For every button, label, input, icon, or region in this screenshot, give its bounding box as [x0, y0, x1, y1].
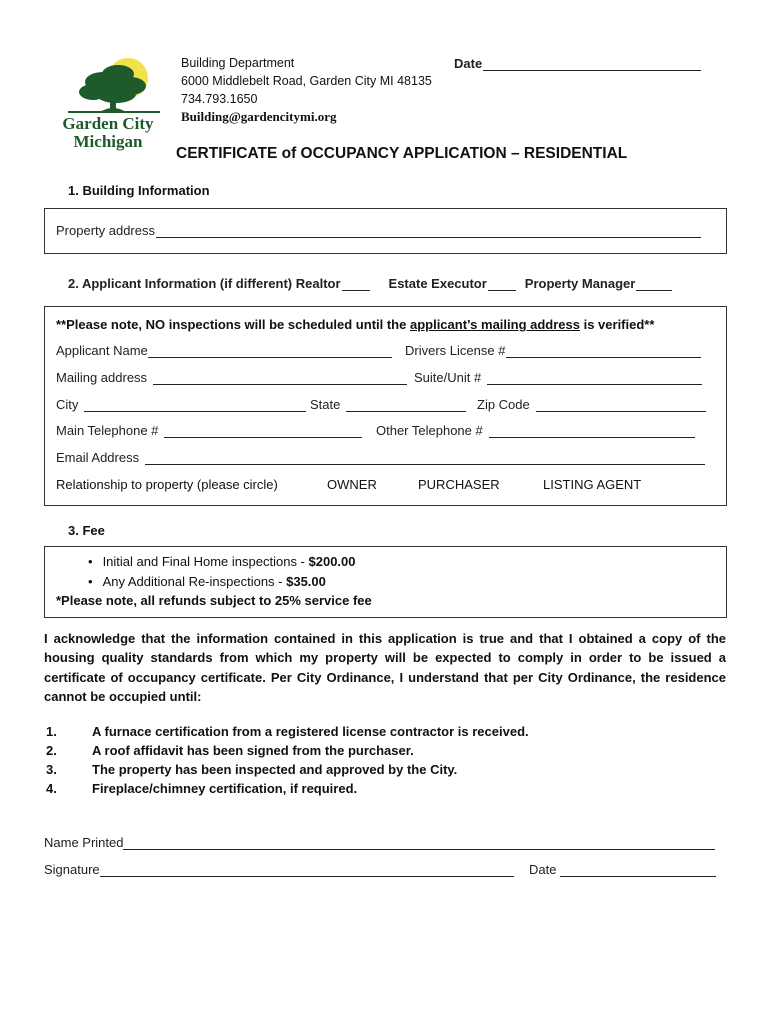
other-telephone-field[interactable] [376, 423, 698, 438]
mailing-address-label: Mailing address [56, 370, 148, 385]
list-item [46, 781, 357, 796]
signature-date-field[interactable] [529, 862, 719, 877]
department-name: Building Department [181, 56, 295, 70]
inspection-note-underlined: applicant’s mailing address [409, 317, 580, 332]
city-field[interactable] [56, 397, 309, 412]
section2-heading [68, 276, 675, 291]
section2-heading-text: 2. Applicant Information (if different) Realtor [68, 276, 341, 291]
condition-text: The property has been inspected and approved by the City. [92, 762, 458, 777]
fee-item-initial [88, 554, 356, 569]
section3-heading: 3. Fee [68, 523, 105, 538]
fee-reinspection-amount: $35.00 [286, 574, 326, 589]
estate-executor-label: Estate Executor [388, 276, 487, 291]
refund-note: *Please note, all refunds subject to 25% service fee [56, 593, 372, 608]
fee-initial-amount: $200.00 [308, 554, 356, 569]
header-date-label: Date [454, 56, 483, 71]
email-address-field[interactable] [56, 450, 708, 465]
condition-number: 2. [46, 743, 57, 758]
state-label: State [310, 397, 341, 412]
property-address-label: Property address [56, 223, 155, 238]
mailing-address-field[interactable] [56, 370, 410, 385]
relationship-label: Relationship to property (please circle) [56, 477, 278, 492]
bullet-icon: • [88, 574, 93, 589]
signature-date-label: Date [529, 862, 557, 877]
property-manager-label: Property Manager [524, 276, 636, 291]
fee-item-reinspection [88, 574, 326, 589]
list-item [46, 762, 457, 777]
name-printed-label: Name Printed [44, 835, 124, 850]
suite-unit-label: Suite/Unit # [414, 370, 482, 385]
department-phone: 734.793.1650 [181, 92, 258, 106]
zip-code-field[interactable] [477, 397, 709, 412]
realtor-checkbox-line[interactable] [342, 278, 370, 291]
relationship-option-listing-agent[interactable]: LISTING AGENT [543, 477, 642, 492]
applicant-name-label: Applicant Name [56, 343, 148, 358]
state-field[interactable] [310, 397, 469, 412]
email-address-label: Email Address [56, 450, 140, 465]
list-item [46, 724, 529, 739]
inspection-note [56, 317, 654, 332]
garden-city-logo [48, 56, 168, 152]
zip-code-label: Zip Code [477, 397, 530, 412]
condition-text: A furnace certification from a registered license contractor is received. [92, 724, 529, 739]
signature-label: Signature [44, 862, 100, 877]
applicant-name-field[interactable] [56, 343, 395, 358]
fee-initial-text: Initial and Final Home inspections - [102, 554, 309, 569]
department-address: 6000 Middlebelt Road, Garden City MI 48135 [181, 74, 432, 88]
estate-executor-line[interactable] [488, 278, 516, 291]
main-telephone-label: Main Telephone # [56, 423, 159, 438]
drivers-license-label: Drivers License # [405, 343, 506, 358]
relationship-option-owner[interactable]: OWNER [327, 477, 377, 492]
inspection-note-suffix: is verified** [579, 317, 655, 332]
condition-number: 1. [46, 724, 57, 739]
logo-text-michigan: Michigan [73, 132, 143, 151]
page-title: CERTIFICATE of OCCUPANCY APPLICATION – RESIDENTIAL [176, 145, 628, 162]
condition-number: 3. [46, 762, 57, 777]
acknowledgement-paragraph: I acknowledge that the information contained in this application is true and that I obtained a copy of the housing quality standards from which my property will be expected to comply in order to be issued a certificate of occupancy certificate. Per City Ordinance, I understand that per City Ordinance, the residence cannot be occupied until: [44, 631, 726, 705]
header-date-field[interactable] [454, 56, 704, 71]
department-email: Building@gardencitymi.org [181, 109, 337, 124]
fee-reinspection-text: Any Additional Re-inspections - [102, 574, 287, 589]
section1-heading: 1. Building Information [68, 183, 210, 198]
inspection-note-prefix: **Please note, NO inspections will be scheduled until the [56, 317, 410, 332]
suite-unit-field[interactable] [414, 370, 705, 385]
relationship-option-purchaser[interactable]: PURCHASER [418, 477, 500, 492]
main-telephone-field[interactable] [56, 423, 365, 438]
drivers-license-field[interactable] [405, 343, 704, 358]
logo-text-garden-city: Garden City [62, 114, 154, 133]
bullet-icon: • [88, 554, 93, 569]
condition-text: A roof affidavit has been signed from the purchaser. [92, 743, 414, 758]
signature-field[interactable] [44, 862, 517, 877]
city-label: City [56, 397, 79, 412]
list-item [46, 743, 414, 758]
condition-number: 4. [46, 781, 57, 796]
name-printed-field[interactable] [44, 835, 718, 850]
other-telephone-label: Other Telephone # [376, 423, 483, 438]
property-address-field[interactable] [56, 223, 704, 238]
condition-text: Fireplace/chimney certification, if required. [92, 781, 358, 796]
property-manager-line[interactable] [636, 278, 672, 291]
